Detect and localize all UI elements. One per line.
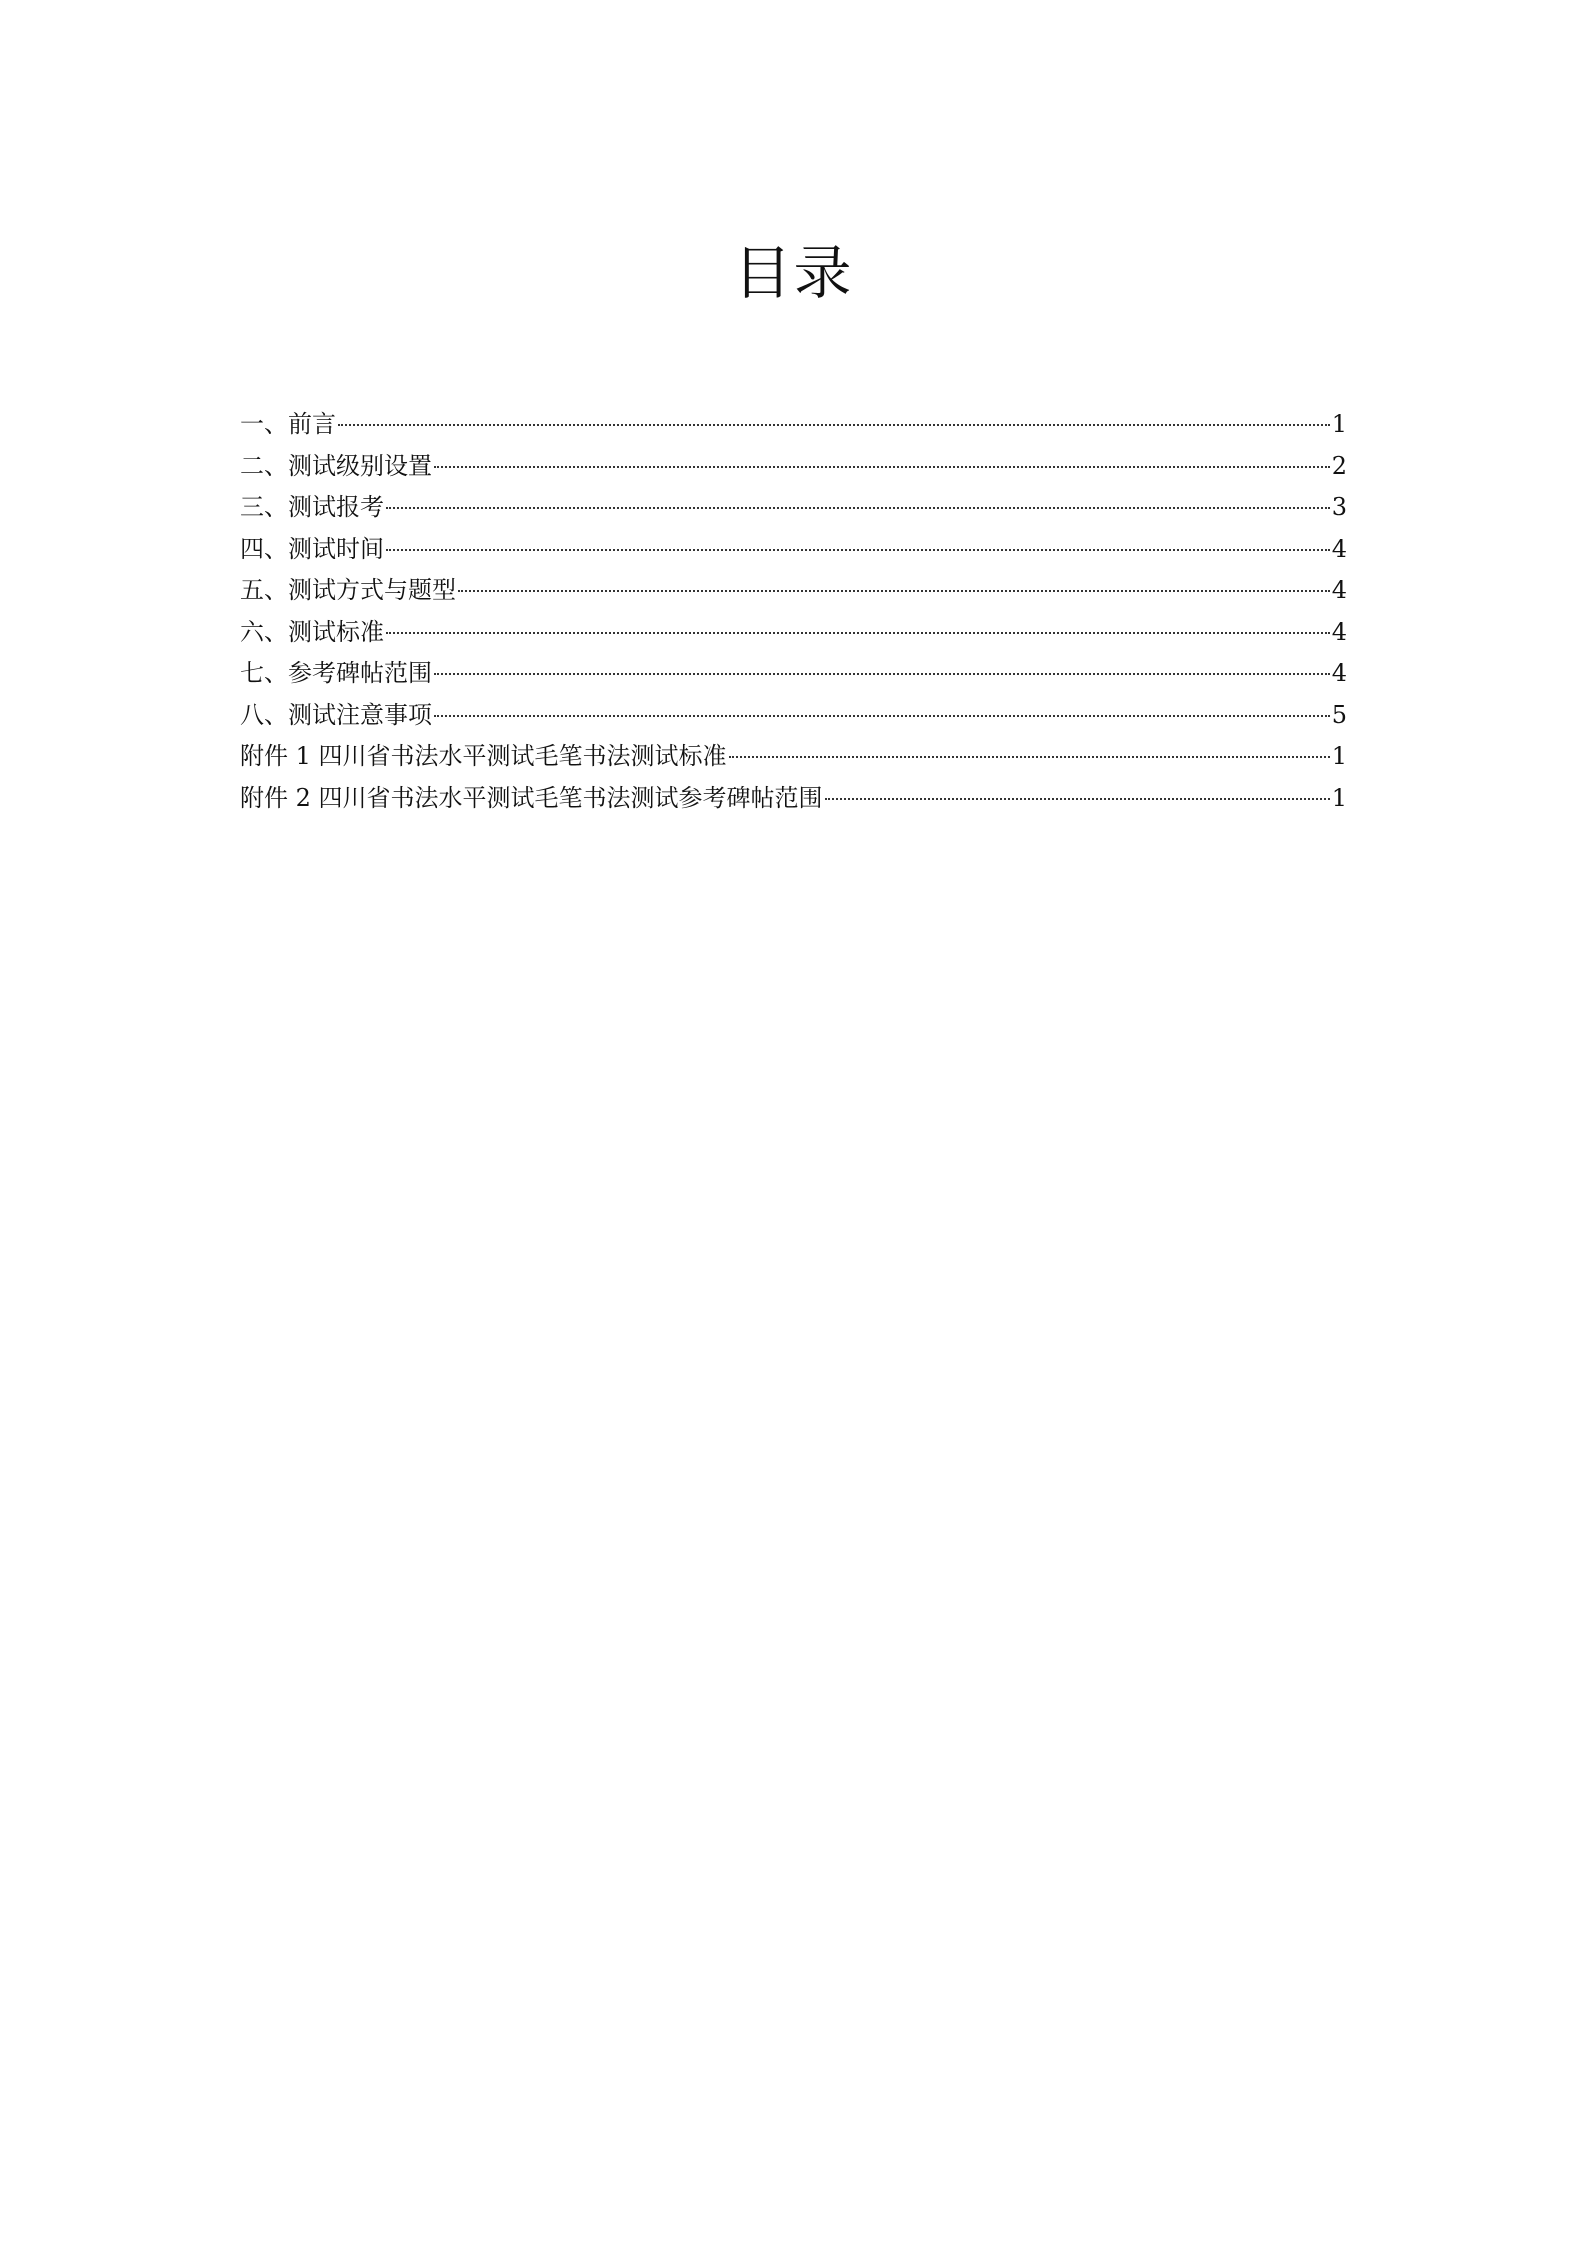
toc-entry[interactable] xyxy=(240,778,1347,820)
toc-entry[interactable] xyxy=(240,529,1347,571)
toc-entry-label: 附件 1 四川省书法水平测试毛笔书法测试标准 xyxy=(240,742,727,770)
toc-title: 目录 xyxy=(733,239,854,307)
toc-entry-label: 一、前言 xyxy=(240,410,336,438)
toc-page-number: 4 xyxy=(1331,534,1347,563)
toc-list xyxy=(240,404,1347,819)
toc-entry[interactable] xyxy=(240,446,1347,488)
toc-page-number: 1 xyxy=(1331,410,1347,438)
toc-page-number: 1 xyxy=(1331,783,1347,812)
toc-page-number: 5 xyxy=(1331,700,1347,729)
toc-page-number: 4 xyxy=(1331,659,1347,687)
dot-leader xyxy=(729,756,1330,758)
dot-leader xyxy=(434,466,1330,468)
toc-entry[interactable] xyxy=(240,653,1347,695)
dot-leader xyxy=(386,549,1330,551)
toc-entry-label: 七、参考碑帖范围 xyxy=(240,659,432,687)
dot-leader xyxy=(825,798,1330,800)
toc-entry[interactable] xyxy=(240,612,1347,654)
toc-entry-label: 五、测试方式与题型 xyxy=(240,576,456,604)
toc-entry-label: 二、测试级别设置 xyxy=(240,451,432,480)
toc-entry-label: 八、测试注意事项 xyxy=(240,700,432,729)
toc-entry-label: 三、测试报考 xyxy=(240,493,384,521)
dot-leader xyxy=(338,424,1330,426)
toc-page-number: 4 xyxy=(1331,617,1347,646)
dot-leader xyxy=(386,507,1330,509)
dot-leader xyxy=(434,715,1330,717)
dot-leader xyxy=(458,590,1330,592)
toc-page-number: 3 xyxy=(1331,493,1347,521)
toc-page-number: 4 xyxy=(1331,576,1347,604)
toc-entry-label: 四、测试时间 xyxy=(240,534,384,563)
toc-page-number: 2 xyxy=(1331,451,1347,480)
toc-entry[interactable] xyxy=(240,404,1347,446)
dot-leader xyxy=(386,632,1330,634)
toc-entry[interactable] xyxy=(240,487,1347,529)
toc-entry-label: 附件 2 四川省书法水平测试毛笔书法测试参考碑帖范围 xyxy=(240,783,823,812)
toc-entry-label: 六、测试标准 xyxy=(240,617,384,646)
toc-entry[interactable] xyxy=(240,695,1347,737)
toc-entry[interactable] xyxy=(240,736,1347,778)
dot-leader xyxy=(434,673,1330,675)
toc-entry[interactable] xyxy=(240,570,1347,612)
toc-page-number: 1 xyxy=(1331,742,1347,770)
